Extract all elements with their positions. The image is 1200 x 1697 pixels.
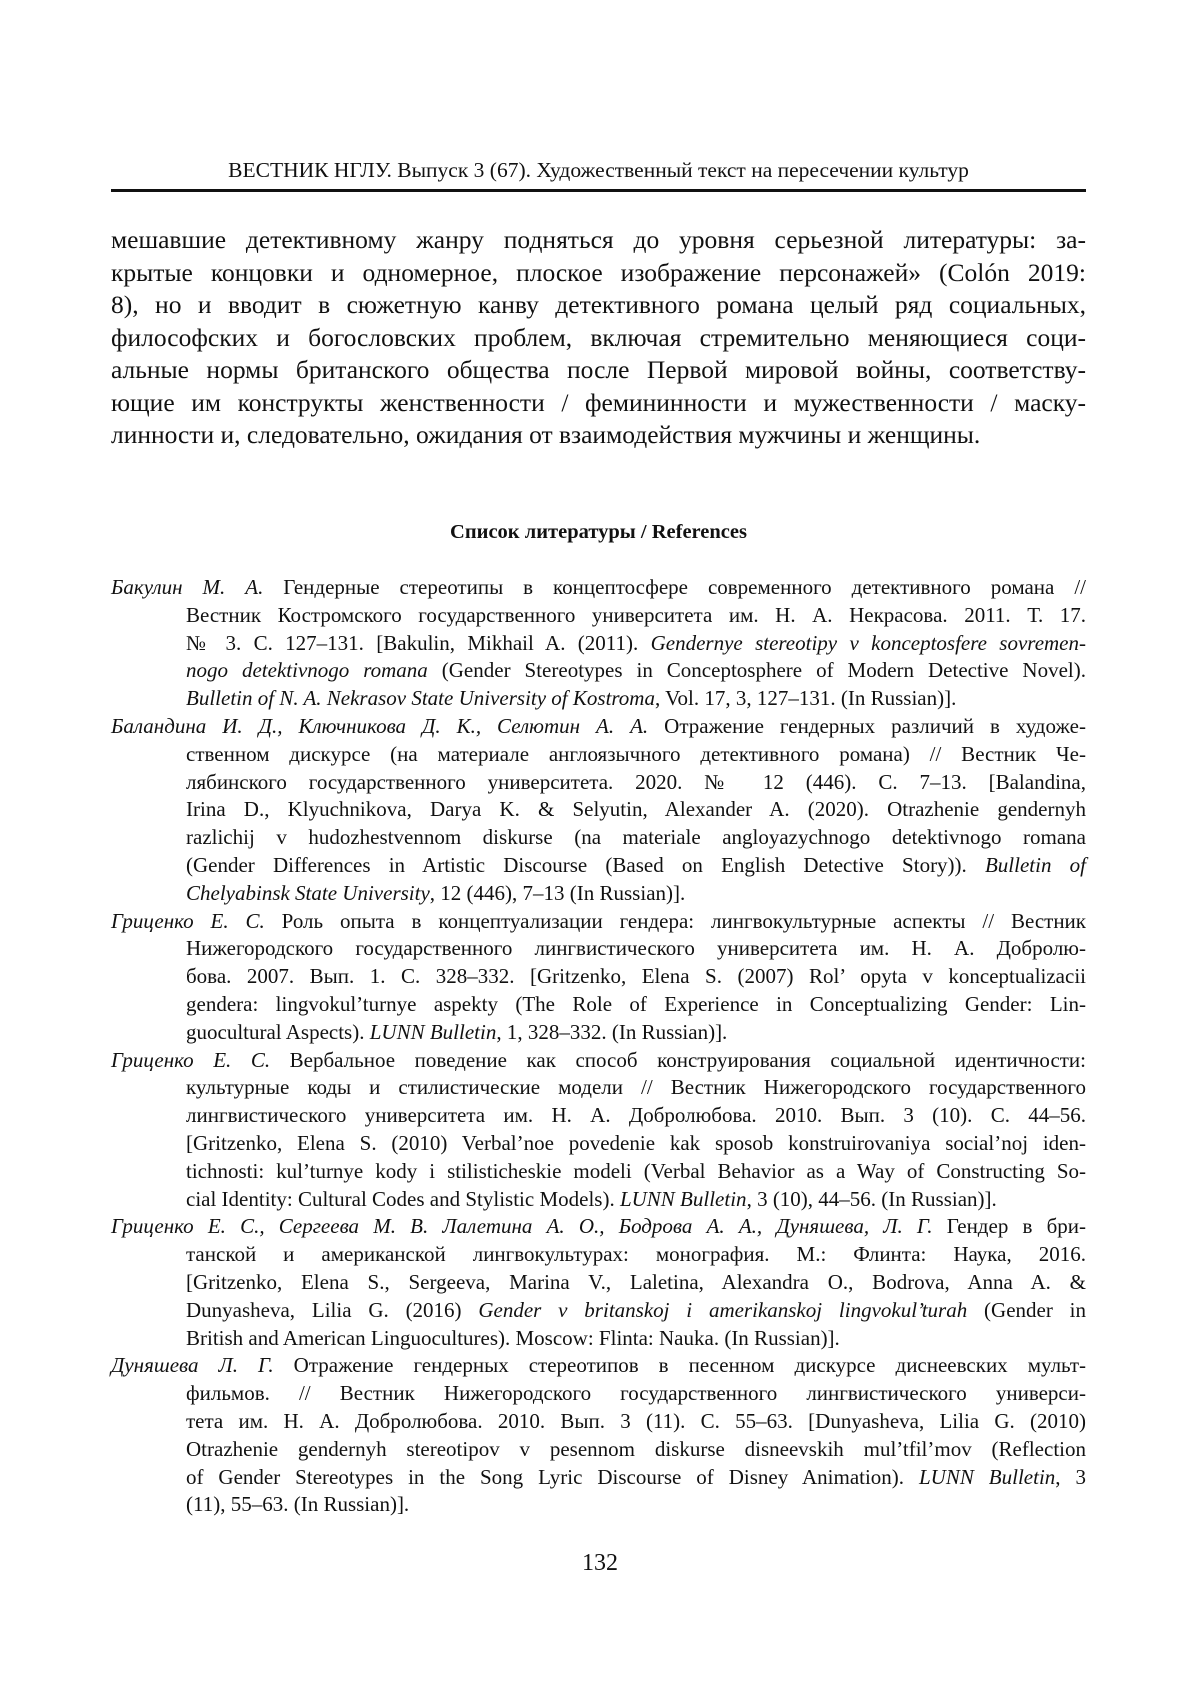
reference-text: , 12 (446), 7–13 (In Russian)].	[430, 881, 685, 905]
reference-text: tichnosti: kul’turnye kody i stilisticheskie modeli (Verbal Behavior as a Way of Constructing So-	[186, 1159, 1086, 1183]
body-line: 8), но и вводит в сюжетную канву детективного романа целый ряд социальных,	[111, 289, 1086, 322]
reference-italic-text: Баландина И. Д., Ключникова Д. К., Селютин А. А.	[111, 714, 648, 738]
reference-italic-text: Gendernye stereotipy v konceptosfere sovremen-	[651, 631, 1086, 655]
reference-text: cial Identity: Cultural Codes and Stylistic Models).	[186, 1187, 620, 1211]
reference-text: Вестник Костромского государственного университета им. Н. А. Некрасова. 2011. Т. 17.	[186, 603, 1086, 627]
reference-line	[186, 602, 1086, 630]
reference-italic-text: Гриценко Е. С., Сергеева М. В. Лалетина А. О., Бодрова А. А., Дуняшева, Л. Г.	[111, 1214, 933, 1238]
reference-text: gendera: lingvokul’turnye aspekty (The Role of Experience in Conceptualizing Gender: Lin-	[186, 992, 1086, 1016]
reference-text: фильмов. // Вестник Нижегородского государственного лингвистического универси-	[186, 1381, 1086, 1405]
references-list	[111, 574, 1086, 1519]
reference-italic-text: Gender v britanskoj i amerikanskoj lingvokul’turah	[478, 1298, 967, 1322]
reference-text: Роль опыта в концептуализации гендера: лингвокультурные аспекты // Вестник	[265, 909, 1086, 933]
body-line: альные нормы британского общества после Первой мировой войны, соответству-	[111, 354, 1086, 387]
body-line: философских и богословских проблем, включая стремительно меняющиеся соци-	[111, 322, 1086, 355]
body-line: крытые концовки и одномерное, плоское изображение персонажей» (Colón 2019:	[111, 257, 1086, 290]
reference-text: Нижегородского государственного лингвистического университета им. Н. А. Добролю-	[186, 936, 1086, 960]
reference-text: , 3	[1055, 1465, 1086, 1489]
reference-line	[186, 1186, 1086, 1214]
reference-text: , Vol. 17, 3, 127–131. (In Russian)].	[655, 686, 956, 710]
reference-text: Гендер в бри-	[933, 1214, 1086, 1238]
reference-line	[186, 741, 1086, 769]
reference-text: лингвистического университета им. Н. А. Добролюбова. 2010. Вып. 3 (10). С. 44–56.	[186, 1103, 1086, 1127]
reference-line	[186, 1491, 1086, 1519]
reference-line	[186, 1019, 1086, 1047]
reference-line	[111, 713, 1086, 741]
reference-italic-text: LUNN Bulletin	[919, 1465, 1055, 1489]
reference-line	[186, 1380, 1086, 1408]
reference-line	[186, 880, 1086, 908]
reference-line	[111, 1047, 1086, 1075]
reference-italic-text: Бакулин М. А.	[111, 575, 263, 599]
references-heading: Список литературы / References	[111, 518, 1086, 546]
reference-italic-text: nogo detektivnogo romana	[186, 658, 428, 682]
reference-line	[186, 769, 1086, 797]
reference-italic-text: Дуняшева Л. Г.	[111, 1353, 274, 1377]
reference-text: , 3 (10), 44–56. (In Russian)].	[747, 1187, 997, 1211]
reference-line	[186, 685, 1086, 713]
reference-text: , 1, 328–332. (In Russian)].	[496, 1020, 727, 1044]
body-paragraph	[111, 224, 1086, 452]
reference-text: of Gender Stereotypes in the Song Lyric Discourse of Disney Animation).	[186, 1465, 919, 1489]
reference-entry	[111, 574, 1086, 713]
reference-line	[111, 574, 1086, 602]
reference-text: бова. 2007. Вып. 1. С. 328–332. [Gritzenko, Elena S. (2007) Rol’ opyta v konceptualizacii	[186, 964, 1086, 988]
reference-text: Гендерные стереотипы в концептосфере современного детективного романа //	[263, 575, 1086, 599]
reference-line	[186, 1464, 1086, 1492]
reference-entry	[111, 1352, 1086, 1519]
reference-line	[186, 1325, 1086, 1353]
reference-text: лябинского государственного университета. 2020. № 12 (446). С. 7–13. [Balandina,	[186, 770, 1086, 794]
reference-italic-text: Bulletin of	[985, 853, 1086, 877]
reference-text: (Gender in	[967, 1298, 1086, 1322]
reference-line	[186, 630, 1086, 658]
reference-line	[186, 1241, 1086, 1269]
running-head: ВЕСТНИК НГЛУ. Выпуск 3 (67). Художественный текст на пересечении культур	[111, 156, 1086, 184]
page-number: 132	[0, 1548, 1200, 1578]
reference-text: (Gender Stereotypes in Conceptosphere of Modern Detective Novel).	[428, 658, 1086, 682]
reference-line	[186, 963, 1086, 991]
reference-text: Irina D., Klyuchnikova, Darya K. & Selyutin, Alexander A. (2020). Otrazhenie gendernyh	[186, 797, 1086, 821]
reference-line	[111, 908, 1086, 936]
reference-entry	[111, 908, 1086, 1047]
reference-text: (Gender Differences in Artistic Discourse (Based on English Detective Story)).	[186, 853, 985, 877]
reference-text: Отражение гендерных различий в художе-	[648, 714, 1086, 738]
reference-line	[186, 657, 1086, 685]
reference-text: танской и американской лингвокультурах: монография. М.: Флинта: Наука, 2016.	[186, 1242, 1086, 1266]
reference-entry	[111, 713, 1086, 908]
reference-text: [Gritzenko, Elena S., Sergeeva, Marina V., Laletina, Alexandra O., Bodrova, Anna A. &	[186, 1270, 1086, 1294]
reference-text: Otrazhenie gendernyh stereotipov v pesennom diskurse disneevskih mul’tfil’mov (Reflection	[186, 1437, 1086, 1461]
reference-line	[111, 1213, 1086, 1241]
reference-italic-text: LUNN Bulletin	[370, 1020, 497, 1044]
reference-entry	[111, 1213, 1086, 1352]
reference-line	[186, 1074, 1086, 1102]
body-line: ющие им конструкты женственности / фемининности и мужественности / маску-	[111, 387, 1086, 420]
reference-line	[186, 1408, 1086, 1436]
reference-line	[186, 935, 1086, 963]
reference-italic-text: Гриценко Е. С.	[111, 909, 265, 933]
reference-line	[186, 1102, 1086, 1130]
header-rule	[111, 189, 1086, 192]
reference-text: guocultural Aspects).	[186, 1020, 370, 1044]
reference-text: razlichij v hudozhestvennom diskurse (na materiale angloyazychnogo detektivnogo romana	[186, 825, 1086, 849]
reference-text: [Gritzenko, Elena S. (2010) Verbal’noe povedenie kak sposob konstruirovaniya social’noj iden-	[186, 1131, 1086, 1155]
reference-text: № 3. С. 127–131. [Bakulin, Mikhail A. (2011).	[186, 631, 651, 655]
reference-line	[186, 1158, 1086, 1186]
reference-italic-text: Гриценко Е. С.	[111, 1048, 270, 1072]
reference-text: ственном дискурсе (на материале англоязычного детективного романа) // Вестник Че-	[186, 742, 1086, 766]
reference-line	[186, 1297, 1086, 1325]
reference-line	[186, 824, 1086, 852]
reference-line	[186, 1436, 1086, 1464]
reference-text: (11), 55–63. (In Russian)].	[186, 1492, 409, 1516]
reference-italic-text: Bulletin of N. A. Nekrasov State University of Kostroma	[186, 686, 655, 710]
reference-text: культурные коды и стилистические модели // Вестник Нижегородского государственного	[186, 1075, 1086, 1099]
reference-line	[186, 1269, 1086, 1297]
reference-text: Вербальное поведение как способ конструирования социальной идентичности:	[270, 1048, 1086, 1072]
reference-italic-text: LUNN Bulletin	[620, 1187, 747, 1211]
body-line: линности и, следовательно, ожидания от взаимодействия мужчины и женщины.	[111, 419, 1086, 452]
reference-italic-text: Chelyabinsk State University	[186, 881, 430, 905]
reference-text: British and American Linguocultures). Moscow: Flinta: Nauka. (In Russian)].	[186, 1326, 840, 1350]
reference-text: Отражение гендерных стереотипов в песенном дискурсе диснеевских мульт-	[274, 1353, 1086, 1377]
reference-line	[186, 796, 1086, 824]
reference-line	[186, 991, 1086, 1019]
reference-line	[186, 852, 1086, 880]
reference-text: Dunyasheva, Lilia G. (2016)	[186, 1298, 478, 1322]
reference-line	[111, 1352, 1086, 1380]
reference-entry	[111, 1047, 1086, 1214]
reference-line	[186, 1130, 1086, 1158]
body-line: мешавшие детективному жанру подняться до уровня серьезной литературы: за-	[111, 224, 1086, 257]
reference-text: тета им. Н. А. Добролюбова. 2010. Вып. 3 (11). С. 55–63. [Dunyasheva, Lilia G. (2010)	[186, 1409, 1086, 1433]
